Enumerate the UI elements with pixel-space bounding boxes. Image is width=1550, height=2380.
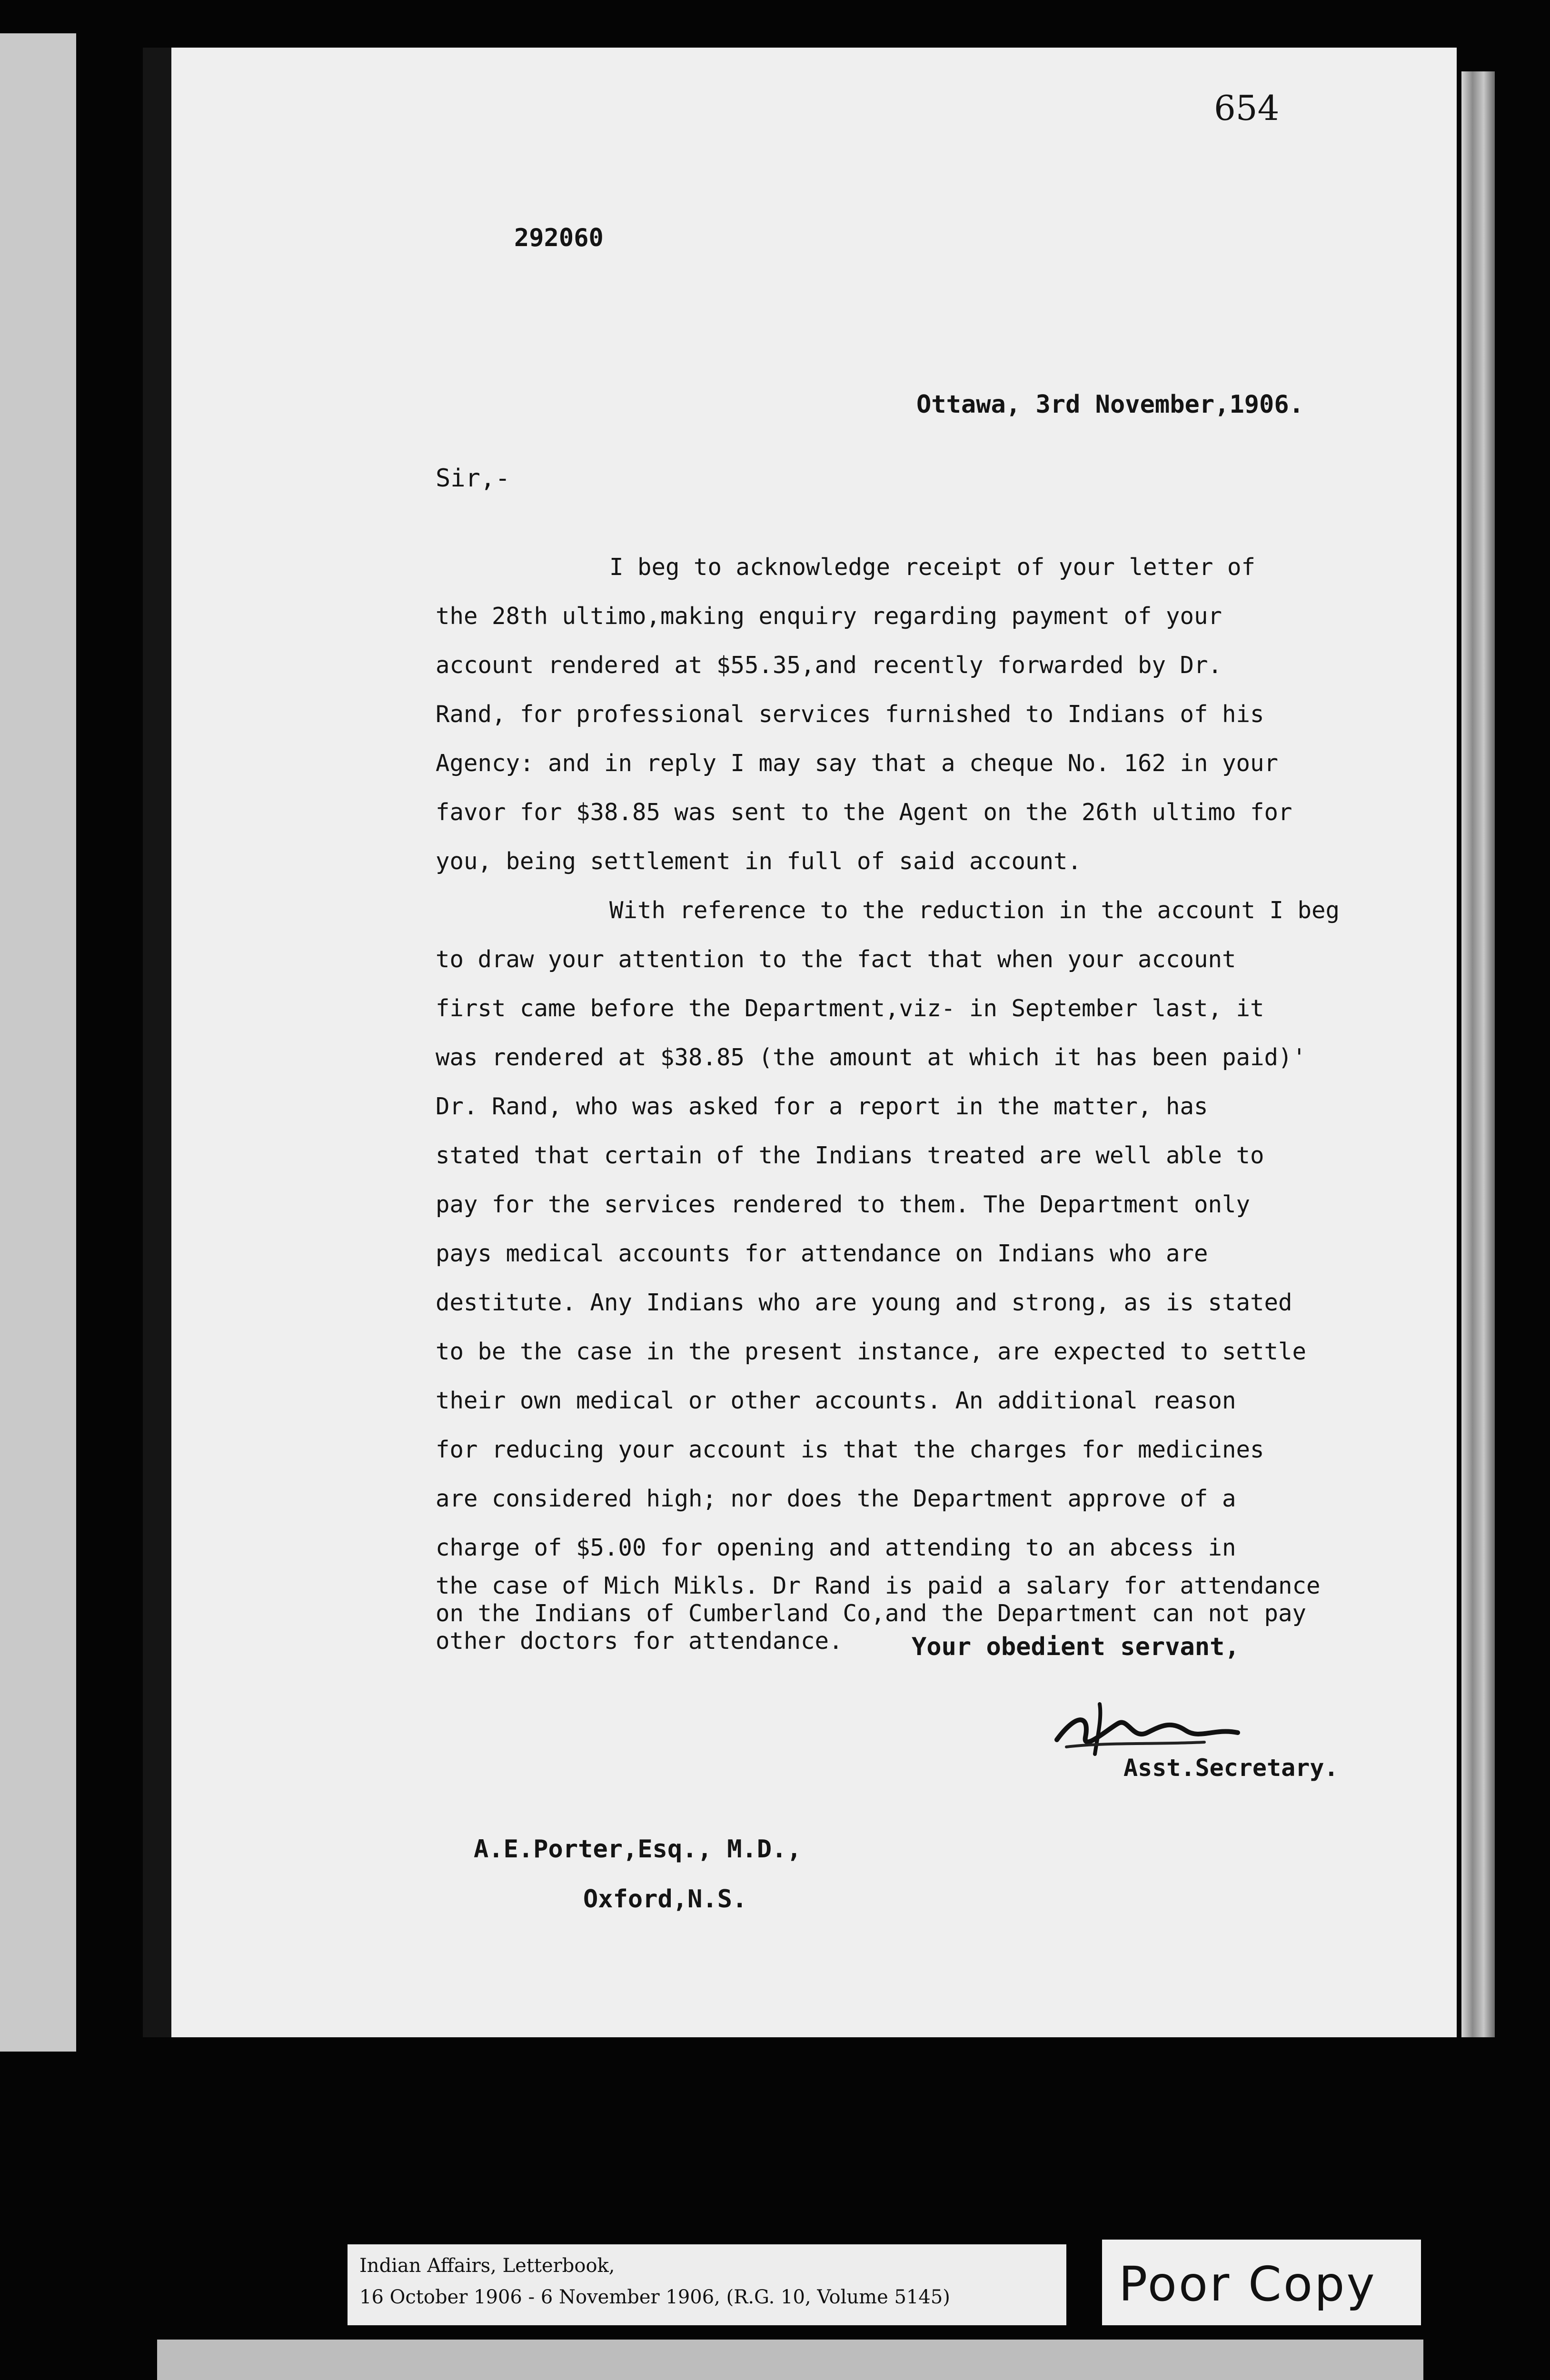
body-line: destitute. Any Indians who are young and strong, as is stated <box>436 1289 1292 1316</box>
dateline: Ottawa, 3rd November,1906. <box>916 390 1304 419</box>
stamp-text: Poor Copy <box>1119 2256 1377 2312</box>
handwritten-signature <box>1047 1695 1247 1761</box>
addressee-name: A.E.Porter,Esq., M.D., <box>474 1835 802 1864</box>
body-line: to be the case in the present instance, are expected to settle <box>436 1338 1307 1365</box>
body-line: Agency: and in reply I may say that a cheque No. 162 in your <box>436 750 1279 777</box>
label-line: 16 October 1906 - 6 November 1906, (R.G. 10, Volume 5145) <box>359 2286 950 2308</box>
closing: Your obedient servant, <box>912 1633 1240 1661</box>
body-line: for reducing your account is that the charges for medicines <box>436 1436 1264 1463</box>
body-line: Dr. Rand, who was asked for a report in the matter, has <box>436 1093 1208 1120</box>
archives-plate <box>157 2340 1423 2380</box>
signer-title: Asst.Secretary. <box>1123 1754 1339 1782</box>
label-line: Indian Affairs, Letterbook, <box>359 2255 615 2277</box>
body-line: other doctors for attendance. <box>436 1627 843 1655</box>
body-line: you, being settlement in full of said account. <box>436 848 1082 875</box>
page-edges <box>1461 71 1495 2037</box>
body-line: I beg to acknowledge receipt of your letter of <box>609 554 1256 581</box>
body-line: Rand, for professional services furnished to Indians of his <box>436 701 1264 728</box>
body-line: With reference to the reduction in the account I beg <box>609 897 1340 924</box>
addressee-place: Oxford,N.S. <box>583 1885 747 1914</box>
body-line: pay for the services rendered to them. The Department only <box>436 1191 1251 1218</box>
film-left-margin <box>0 33 76 2052</box>
body-line: favor for $38.85 was sent to the Agent on the 26th ultimo for <box>436 799 1292 826</box>
body-line: charge of $5.00 for opening and attending to an abcess in <box>436 1534 1236 1561</box>
body-line: stated that certain of the Indians treated are well able to <box>436 1142 1264 1169</box>
body-line: pays medical accounts for attendance on Indians who are <box>436 1240 1208 1267</box>
letter-body <box>436 543 1340 1655</box>
archive-label <box>348 2244 1066 2325</box>
body-line: was rendered at $38.85 (the amount at which it has been paid)' <box>436 1044 1307 1071</box>
page-number: 654 <box>1214 88 1280 128</box>
body-line: the 28th ultimo,making enquiry regarding payment of your <box>436 603 1222 630</box>
body-line: on the Indians of Cumberland Co,and the Department can not pay <box>436 1600 1307 1627</box>
salutation: Sir,- <box>436 464 510 493</box>
file-number: 292060 <box>514 224 604 252</box>
body-line: their own medical or other accounts. An additional reason <box>436 1387 1236 1414</box>
body-line: account rendered at $55.35,and recently forwarded by Dr. <box>436 652 1222 679</box>
poor-copy-stamp <box>1102 2240 1421 2325</box>
body-line: the case of Mich Mikls. Dr Rand is paid a salary for attendance <box>436 1572 1321 1599</box>
body-line: to draw your attention to the fact that when your account <box>436 946 1236 973</box>
body-line: are considered high; nor does the Department approve of a <box>436 1485 1236 1512</box>
body-line: first came before the Department,viz- in September last, it <box>436 995 1264 1022</box>
